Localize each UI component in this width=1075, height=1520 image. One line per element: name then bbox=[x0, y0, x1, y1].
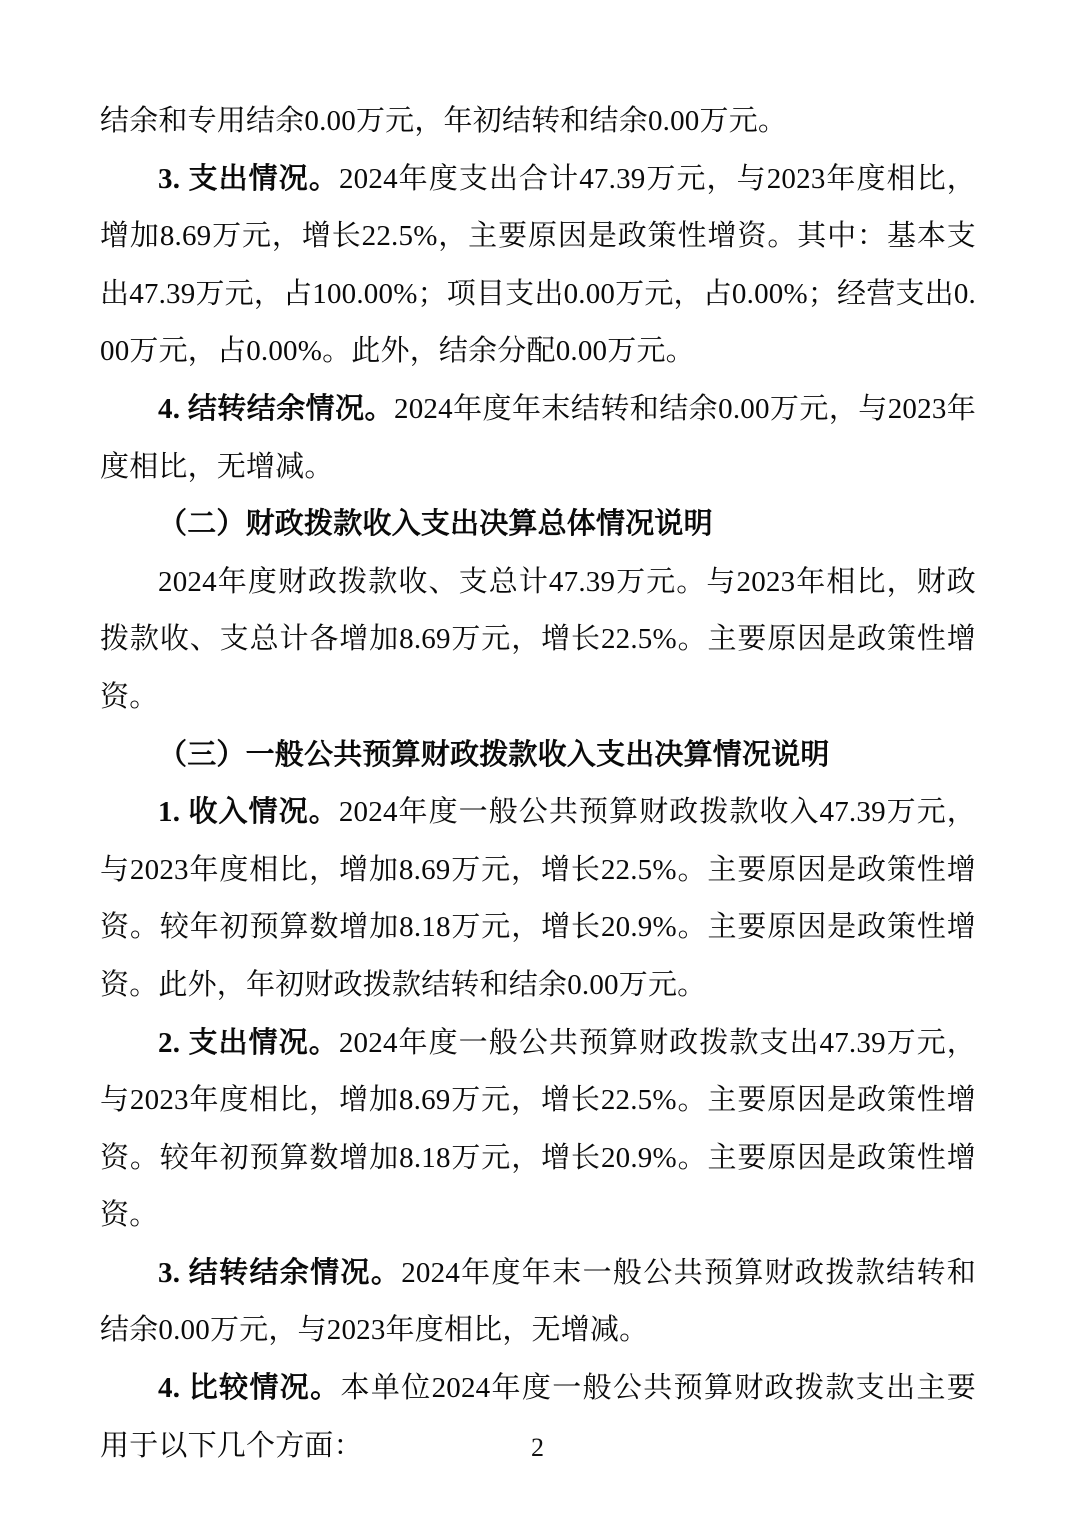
paragraph-2 bbox=[100, 151, 976, 381]
body-text: 2024年度年末一般公共预算财政拨款结转和结余0.00万元，与2023年度相比，无增减。 bbox=[100, 1256, 976, 1347]
emphasis-text: 4. 比较情况。 bbox=[158, 1372, 341, 1405]
body-text: 2024年度支出合计47.39万元，与2023年度相比，增加8.69万元，增长22.5%，主要原因是政策性增资。其中：基本支出47.39万元，占100.00%；项目支出0.00万元，占0.00%；经营支出0.00万元，占0.00%。此外，结余分配0.00万元。 bbox=[100, 162, 976, 368]
paragraph-8 bbox=[100, 1015, 976, 1245]
body-text: 2024年度年末结转和结余0.00万元，与2023年度相比，无增减。 bbox=[100, 392, 976, 483]
paragraph-1 bbox=[100, 93, 976, 151]
paragraph-7 bbox=[100, 784, 976, 1014]
emphasis-text: 1. 收入情况。 bbox=[158, 796, 339, 829]
section-heading bbox=[100, 496, 976, 554]
paragraph-5 bbox=[100, 554, 976, 727]
paragraph-3 bbox=[100, 381, 976, 496]
body-text: 结余和专用结余0.00万元，年初结转和结余0.00万元。 bbox=[100, 105, 788, 137]
emphasis-text: 4. 结转结余情况。 bbox=[158, 392, 395, 425]
body-text: 2024年度财政拨款收、支总计47.39万元。与2023年相比，财政拨款收、支总计各增加8.69万元，增长22.5%。主要原因是政策性增资。 bbox=[100, 565, 976, 713]
emphasis-text: （三）一般公共预算财政拨款收入支出决算情况说明 bbox=[158, 738, 830, 771]
body-text: 2024年度一般公共预算财政拨款收入47.39万元，与2023年度相比，增加8.69万元，增长22.5%。主要原因是政策性增资。较年初预算数增加8.18万元，增长20.9%。主要原因是政策性增资。此外，年初财政拨款结转和结余0.00万元。 bbox=[100, 796, 976, 1001]
emphasis-text: 3. 结转结余情况。 bbox=[158, 1256, 402, 1289]
emphasis-text: 3. 支出情况。 bbox=[158, 162, 339, 195]
body-text: 2024年度一般公共预算财政拨款支出47.39万元，与2023年度相比，增加8.69万元，增长22.5%。主要原因是政策性增资。较年初预算数增加8.18万元，增长20.9%。主要原因是政策性增资。 bbox=[100, 1026, 976, 1232]
emphasis-text: （二）财政拨款收入支出决算总体情况说明 bbox=[158, 508, 713, 541]
section-heading bbox=[100, 727, 976, 785]
paragraph-9 bbox=[100, 1245, 976, 1360]
body-text: 本单位2024年度一般公共预算财政拨款支出主要用于以下几个方面： bbox=[100, 1372, 976, 1462]
emphasis-text: 2. 支出情况。 bbox=[158, 1026, 339, 1059]
document-body bbox=[100, 93, 976, 1475]
page-number: 2 bbox=[531, 1433, 544, 1462]
